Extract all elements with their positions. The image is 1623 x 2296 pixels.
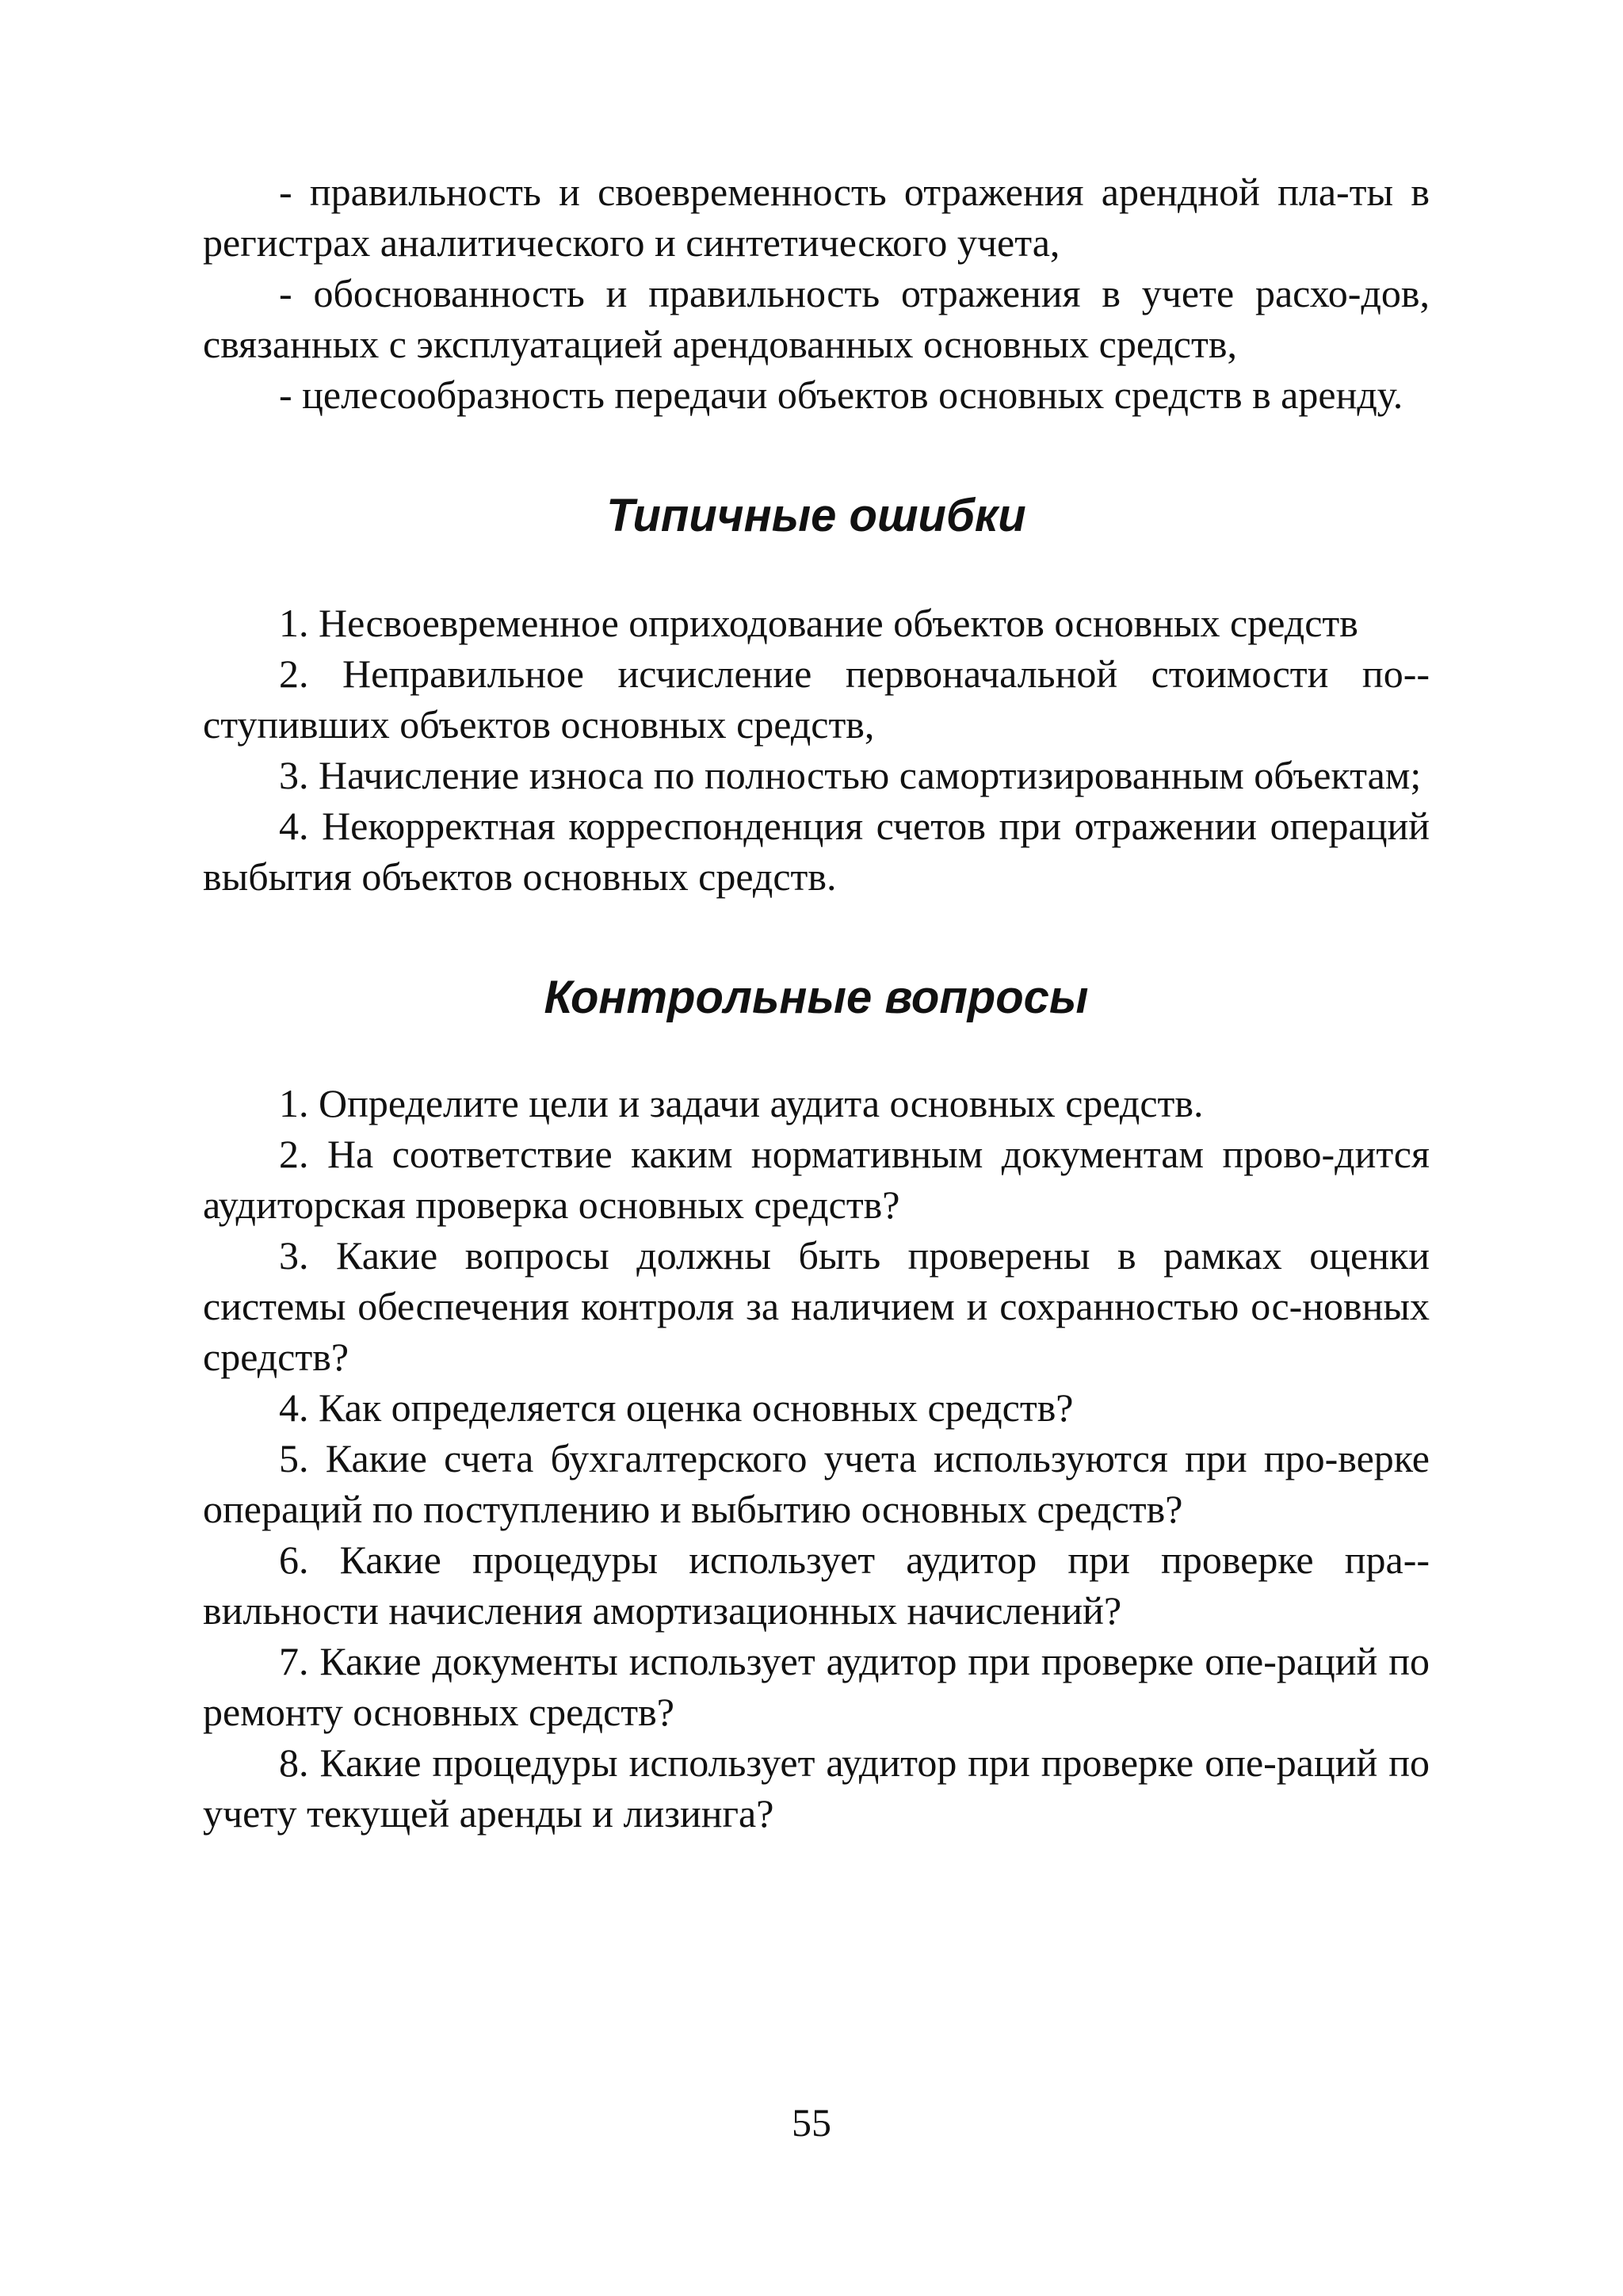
intro-item: - целесообразность передачи объектов основных средств в аренду. <box>279 372 1403 417</box>
error-item: 1. Несвоевременное оприходование объектов основных средств <box>279 601 1358 645</box>
document-page <box>203 166 1430 1839</box>
section-heading-control-questions: Контрольные вопросы <box>544 972 1089 1023</box>
intro-list <box>203 166 1430 420</box>
typical-errors-list <box>203 598 1430 902</box>
page-number: 55 <box>792 2100 831 2145</box>
question-item: 5. Какие счета бухгалтерского учета используются при про-верке операций по поступлению и выбытию основных средств? <box>203 1436 1430 1531</box>
question-item: 8. Какие процедуры использует аудитор при проверке опе-раций по учету текущей аренды и лизинга? <box>203 1740 1430 1836</box>
error-item: 3. Начисление износа по полностью самортизированным объектам; <box>279 753 1422 797</box>
section-heading-typical-errors: Типичные ошибки <box>606 490 1026 541</box>
question-item: 1. Определите цели и задачи аудита основных средств. <box>279 1081 1204 1125</box>
intro-item: - правильность и своевременность отражения арендной пла-ты в регистрах аналитического и синтетического учета, <box>203 170 1430 265</box>
error-item: 2. Неправильное исчисление первоначальной стоимости по-ступивших объектов основных средств, <box>203 651 1430 747</box>
question-item: 6. Какие процедуры использует аудитор при проверке пра-вильности начисления амортизационных начислений? <box>203 1538 1430 1633</box>
question-item: 3. Какие вопросы должны быть проверены в рамках оценки системы обеспечения контроля за наличием и сохранностью ос-новных средств? <box>203 1233 1430 1379</box>
control-questions-list <box>203 1078 1430 1839</box>
intro-item: - обоснованность и правильность отражения в учете расхо-дов, связанных с эксплуатацией арендованных основных средств, <box>203 271 1430 366</box>
error-item: 4. Некорректная корреспонденция счетов при отражении операций выбытия объектов основных средств. <box>203 804 1430 899</box>
question-item: 4. Как определяется оценка основных средств? <box>279 1385 1074 1430</box>
question-item: 7. Какие документы использует аудитор при проверке опе-раций по ремонту основных средств? <box>203 1639 1430 1734</box>
question-item: 2. На соответствие каким нормативным документам прово-дится аудиторская проверка основных средств? <box>203 1132 1430 1227</box>
